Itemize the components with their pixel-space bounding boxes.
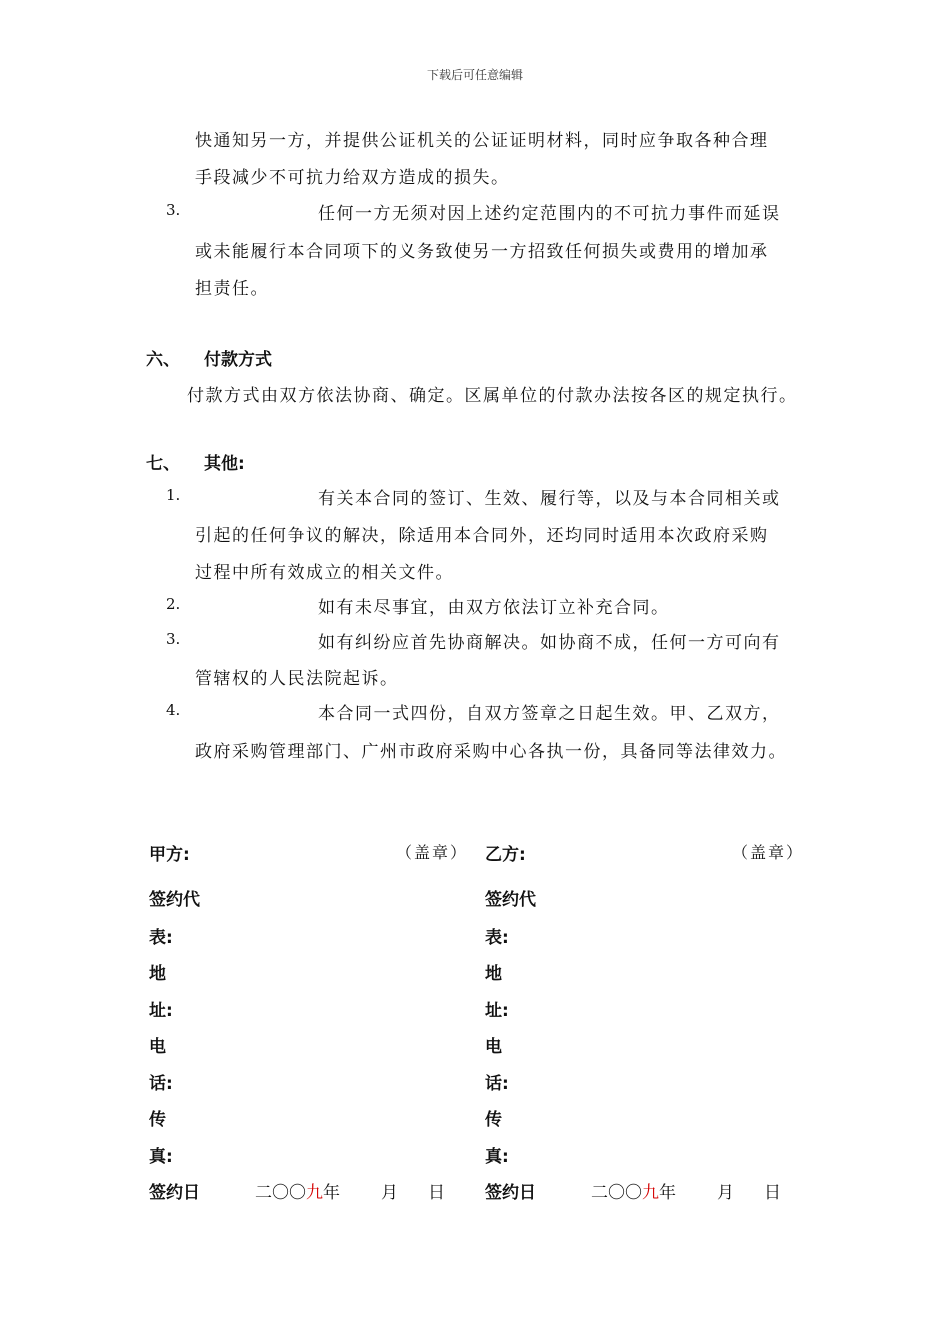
year-digit: 九 — [642, 1183, 659, 1203]
party-a-rep-label: 签约代 — [149, 890, 200, 910]
paragraph-line: 有关本合同的签订、生效、履行等，以及与本合同相关或 — [318, 489, 781, 509]
party-a-date-day: 日 — [428, 1183, 445, 1203]
party-b-tel-label-2: 话: — [485, 1074, 509, 1094]
paragraph-line: 付款方式由双方依法协商、确定。区属单位的付款办法按各区的规定执行。 — [187, 386, 798, 406]
section-title: 付款方式 — [204, 350, 272, 370]
party-b-addr-label: 地 — [485, 964, 502, 984]
party-b-addr-label-2: 址: — [485, 1001, 509, 1021]
paragraph-line: 任何一方无须对因上述约定范围内的不可抗力事件而延误 — [318, 204, 781, 224]
party-b-seal: （盖章） — [732, 843, 805, 862]
item-number: 3. — [166, 630, 181, 648]
party-a-addr-label-2: 址: — [149, 1001, 173, 1021]
paragraph-line: 过程中所有效成立的相关文件。 — [195, 563, 454, 583]
party-a-date-year — [255, 1178, 340, 1203]
paragraph-line: 本合同一式四份，自双方签章之日起生效。甲、乙双方， — [318, 704, 781, 724]
paragraph-line: 担责任。 — [195, 279, 269, 299]
year-prefix: 二〇〇 — [591, 1183, 642, 1203]
year-digit: 九 — [306, 1183, 323, 1203]
party-b-fax-label: 传 — [485, 1110, 502, 1130]
item-number: 3. — [166, 201, 181, 219]
party-a-fax-label-2: 真: — [149, 1147, 173, 1167]
paragraph-line: 引起的任何争议的解决，除适用本合同外，还均同时适用本次政府采购 — [195, 526, 769, 546]
item-number: 2. — [166, 595, 181, 613]
section-number: 七、 — [146, 454, 180, 474]
party-a-rep-label-2: 表: — [149, 928, 173, 948]
party-b-tel-label: 电 — [485, 1037, 502, 1057]
page-header: 下载后可任意编辑 — [426, 68, 523, 82]
paragraph-line: 管辖权的人民法院起诉。 — [195, 669, 399, 689]
party-b-label: 乙方: — [485, 845, 526, 865]
party-b-rep-label: 签约代 — [485, 890, 536, 910]
party-a-tel-label: 电 — [149, 1037, 166, 1057]
section-number: 六、 — [146, 350, 180, 370]
party-a-tel-label-2: 话: — [149, 1074, 173, 1094]
year-suffix: 年 — [659, 1183, 676, 1203]
party-b-date-month: 月 — [717, 1183, 734, 1203]
party-a-date-month: 月 — [381, 1183, 398, 1203]
party-a-fax-label: 传 — [149, 1110, 166, 1130]
party-a-label: 甲方: — [149, 845, 190, 865]
paragraph-line: 手段减少不可抗力给双方造成的损失。 — [195, 168, 510, 188]
party-b-date-day: 日 — [764, 1183, 781, 1203]
paragraph-line: 如有未尽事宜，由双方依法订立补充合同。 — [318, 598, 670, 618]
paragraph-line: 快通知另一方，并提供公证机关的公证证明材料，同时应争取各种合理 — [195, 131, 769, 151]
party-b-date-year — [591, 1178, 676, 1203]
section-title: 其他: — [204, 454, 245, 474]
item-number: 4. — [166, 701, 181, 719]
year-prefix: 二〇〇 — [255, 1183, 306, 1203]
paragraph-line: 或未能履行本合同项下的义务致使另一方招致任何损失或费用的增加承 — [195, 242, 769, 262]
paragraph-line: 如有纠纷应首先协商解决。如协商不成，任何一方可向有 — [318, 633, 781, 653]
paragraph-line: 政府采购管理部门、广州市政府采购中心各执一份，具备同等法律效力。 — [195, 742, 787, 762]
party-a-addr-label: 地 — [149, 964, 166, 984]
party-a-date-label: 签约日 — [149, 1183, 200, 1203]
party-a-seal: （盖章） — [396, 843, 469, 862]
party-b-date-label: 签约日 — [485, 1183, 536, 1203]
year-suffix: 年 — [323, 1183, 340, 1203]
party-b-rep-label-2: 表: — [485, 928, 509, 948]
party-b-fax-label-2: 真: — [485, 1147, 509, 1167]
item-number: 1. — [166, 486, 181, 504]
